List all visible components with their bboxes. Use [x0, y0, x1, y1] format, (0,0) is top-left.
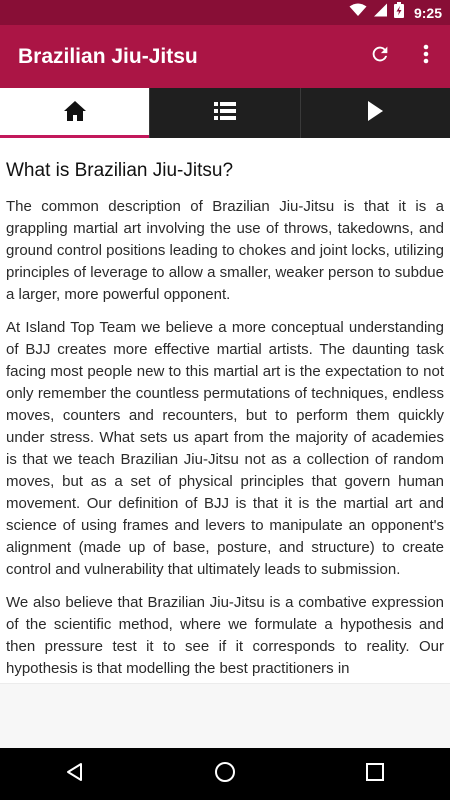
back-icon — [65, 762, 85, 787]
refresh-icon — [369, 43, 391, 70]
refresh-button[interactable] — [365, 41, 395, 71]
list-icon — [214, 102, 236, 125]
bottom-panel — [0, 683, 450, 749]
battery-charging-icon — [394, 2, 404, 23]
home-circle-icon — [214, 761, 236, 788]
home-icon — [63, 100, 87, 127]
article-paragraph: We also believe that Brazilian Jiu-Jitsu is a combative expression of the scientific method, where we formulate a hypothesis and then pressure test it to see if it corresponds to reality. Our hypothesis is that modelling the best practitioners in — [6, 594, 444, 677]
home-nav-button[interactable] — [195, 748, 255, 800]
article-paragraph: The common description of Brazilian Jiu-Jitsu is that it is a grappling martial art involving the use of throws, takedowns, and ground control positions leading to chokes and joint locks, utilizing principles of leverage to allow a smaller, weaker person to subdue a larger, more powerful opponent. — [6, 198, 444, 303]
more-vert-icon — [423, 44, 429, 69]
app-title: Brazilian Jiu-Jitsu — [18, 45, 198, 68]
article-content[interactable] — [0, 138, 450, 683]
wifi-icon — [349, 3, 367, 22]
system-nav-bar — [0, 748, 450, 800]
tab-home[interactable] — [0, 88, 149, 138]
back-button[interactable] — [45, 748, 105, 800]
recents-icon — [366, 763, 384, 786]
status-time: 9:25 — [413, 4, 442, 21]
article-paragraph: At Island Top Team we believe a more conceptual understanding of BJJ creates more effective martial artists. The daunting task facing most people new to this martial art is the expectation to not only remember the countless permutations of techniques, endless moves, counters and recounters, but to perform them quickly under stress. What sets us apart from the majority of academies is that we teach Brazilian Jiu-Jitsu not as a collection of random moves, but as a set of physical principles that govern human movement. Our definition of BJJ is that it is the martial art and science of using frames and levers to manipulate an opponent's alignment (made up of base, posture, and structure) to create control and vulnerability that ultimately leads to submission. — [6, 319, 444, 578]
status-bar — [0, 0, 450, 25]
more-options-button[interactable] — [411, 41, 441, 71]
recents-button[interactable] — [345, 748, 405, 800]
status-icons — [349, 0, 442, 25]
app-bar — [0, 25, 450, 88]
tab-list[interactable] — [149, 88, 299, 138]
tab-bar — [0, 88, 450, 138]
signal-icon — [373, 3, 388, 22]
article-title: What is Brazilian Jiu-Jitsu? — [6, 160, 234, 181]
play-icon — [367, 101, 383, 126]
tab-video[interactable] — [300, 88, 450, 138]
